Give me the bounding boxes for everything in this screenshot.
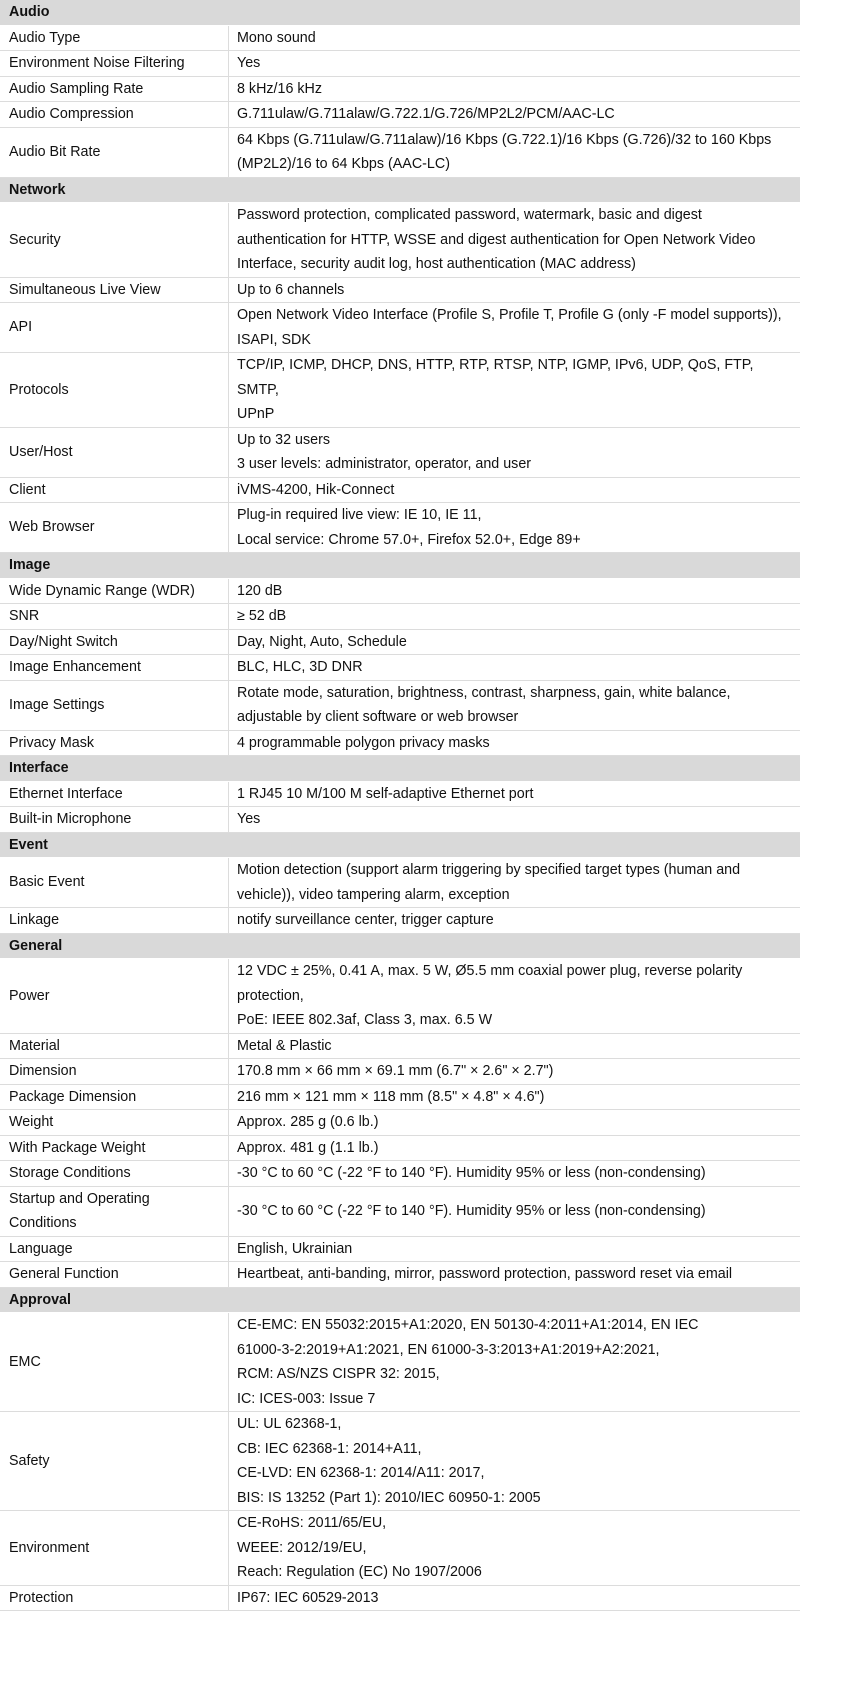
- spec-label: Environment: [0, 1511, 229, 1586]
- spec-value: [229, 1059, 801, 1085]
- spec-value: [229, 427, 801, 477]
- spec-row: [0, 807, 800, 833]
- spec-row: [0, 76, 800, 102]
- spec-value-line: PoE: IEEE 802.3af, Class 3, max. 6.5 W: [237, 1012, 493, 1028]
- spec-value: [229, 1412, 801, 1511]
- spec-value: [229, 76, 801, 102]
- spec-value-line: 64 Kbps (G.711ulaw/G.711alaw)/16 Kbps (G.722.1)/16 Kbps (G.726)/32 to 160 Kbps: [237, 131, 772, 148]
- spec-value: [229, 578, 801, 604]
- spec-value-line: 8 kHz/16 kHz: [237, 80, 323, 97]
- spec-value-line: CB: IEC 62368-1: 2014+A11,: [237, 1440, 422, 1457]
- section-header-interface: [0, 756, 800, 782]
- spec-value-line: BIS: IS 13252 (Part 1): 2010/IEC 60950-1: 2005: [237, 1489, 541, 1506]
- spec-label: Power: [0, 959, 229, 1034]
- spec-value-line: UL: UL 62368-1,: [237, 1416, 342, 1432]
- spec-value: [229, 959, 801, 1034]
- spec-value: [229, 1313, 801, 1412]
- spec-value: [229, 807, 801, 833]
- spec-row: [0, 1236, 800, 1262]
- spec-row: [0, 303, 800, 353]
- spec-value-line: English, Ukrainian: [237, 1240, 353, 1257]
- spec-value: [229, 1262, 801, 1288]
- spec-value: [229, 477, 801, 503]
- spec-label: Audio Type: [0, 25, 229, 51]
- spec-row: [0, 1585, 800, 1611]
- spec-value: [229, 203, 801, 278]
- spec-label: Audio Compression: [0, 102, 229, 128]
- spec-label: Audio Sampling Rate: [0, 76, 229, 102]
- spec-label: General Function: [0, 1262, 229, 1288]
- spec-row: [0, 51, 800, 77]
- spec-value: [229, 277, 801, 303]
- spec-label: Audio Bit Rate: [0, 127, 229, 177]
- spec-row: [0, 1161, 800, 1187]
- spec-value-line: 61000-3-2:2019+A1:2021, EN 61000-3-3:2013+A1:2019+A2:2021,: [237, 1341, 660, 1358]
- spec-label: SNR: [0, 604, 229, 630]
- section-header-image: [0, 553, 800, 579]
- spec-value: [229, 303, 801, 353]
- spec-value-line: Plug-in required live view: IE 10, IE 11,: [237, 507, 482, 523]
- spec-value-line: Password protection, complicated password, watermark, basic and digest: [237, 207, 702, 223]
- spec-row: [0, 629, 800, 655]
- spec-value-line: adjustable by client software or web browser: [237, 709, 519, 725]
- spec-value: [229, 1236, 801, 1262]
- section-header-general: [0, 933, 800, 959]
- spec-value: [229, 629, 801, 655]
- spec-value-line: Heartbeat, anti-banding, mirror, password protection, password reset via email: [237, 1266, 733, 1282]
- spec-label: Wide Dynamic Range (WDR): [0, 578, 229, 604]
- spec-row: [0, 655, 800, 681]
- spec-label: Web Browser: [0, 503, 229, 553]
- spec-value: [229, 503, 801, 553]
- spec-label: With Package Weight: [0, 1135, 229, 1161]
- section-header-approval: [0, 1287, 800, 1313]
- spec-value: [229, 908, 801, 934]
- spec-value: [229, 680, 801, 730]
- spec-row: [0, 1412, 800, 1511]
- spec-row: [0, 578, 800, 604]
- spec-label: Language: [0, 1236, 229, 1262]
- spec-value-line: CE-LVD: EN 62368-1: 2014/A11: 2017,: [237, 1465, 485, 1481]
- spec-row: [0, 604, 800, 630]
- spec-row: [0, 1511, 800, 1586]
- spec-value: [229, 1186, 801, 1236]
- spec-label: Image Settings: [0, 680, 229, 730]
- spec-value: [229, 353, 801, 428]
- spec-row: [0, 1084, 800, 1110]
- spec-label: Linkage: [0, 908, 229, 934]
- spec-label: Day/Night Switch: [0, 629, 229, 655]
- spec-label: Storage Conditions: [0, 1161, 229, 1187]
- section-title: Network: [0, 177, 800, 203]
- spec-label: Material: [0, 1033, 229, 1059]
- spec-value: [229, 51, 801, 77]
- spec-row: [0, 858, 800, 908]
- spec-value-line: Local service: Chrome 57.0+, Firefox 52.0+, Edge 89+: [237, 531, 581, 548]
- spec-row: [0, 1135, 800, 1161]
- section-title: Image: [0, 553, 800, 579]
- spec-value-line: WEEE: 2012/19/EU,: [237, 1539, 367, 1556]
- spec-value-line: notify surveillance center, trigger capture: [237, 912, 494, 928]
- section-title: Approval: [0, 1287, 800, 1313]
- spec-value-line: BLC, HLC, 3D DNR: [237, 659, 363, 675]
- spec-value: [229, 1084, 801, 1110]
- spec-row: [0, 477, 800, 503]
- spec-row: [0, 203, 800, 278]
- section-header-event: [0, 832, 800, 858]
- spec-row: [0, 1186, 800, 1236]
- spec-value-line: Approx. 285 g (0.6 lb.): [237, 1114, 379, 1130]
- spec-label: Dimension: [0, 1059, 229, 1085]
- spec-value: [229, 781, 801, 807]
- spec-value-line: Mono sound: [237, 29, 316, 46]
- spec-label: EMC: [0, 1313, 229, 1412]
- spec-value: [229, 1110, 801, 1136]
- spec-value-line: 120 dB: [237, 582, 283, 599]
- spec-value: [229, 655, 801, 681]
- spec-value-line: TCP/IP, ICMP, DHCP, DNS, HTTP, RTP, RTSP, NTP, IGMP, IPv6, UDP, QoS, FTP, SMTP,: [237, 357, 754, 398]
- spec-label: Startup and Operating Conditions: [0, 1186, 229, 1236]
- spec-value: [229, 730, 801, 756]
- spec-label: Environment Noise Filtering: [0, 51, 229, 77]
- spec-value-line: G.711ulaw/G.711alaw/G.722.1/G.726/MP2L2/PCM/AAC-LC: [237, 106, 615, 122]
- spec-row: [0, 25, 800, 51]
- spec-row: [0, 353, 800, 428]
- section-header-audio: [0, 0, 800, 25]
- spec-row: [0, 503, 800, 553]
- spec-row: [0, 427, 800, 477]
- section-title: General: [0, 933, 800, 959]
- spec-value: [229, 1033, 801, 1059]
- spec-label: Weight: [0, 1110, 229, 1136]
- spec-label: Built-in Microphone: [0, 807, 229, 833]
- spec-value: [229, 1135, 801, 1161]
- spec-value-line: iVMS-4200, Hik-Connect: [237, 481, 395, 498]
- spec-value-line: Open Network Video Interface (Profile S, Profile T, Profile G (only -F model supports)),: [237, 307, 782, 323]
- spec-value-line: Yes: [237, 811, 261, 827]
- spec-value: [229, 1585, 801, 1611]
- spec-label: Simultaneous Live View: [0, 277, 229, 303]
- spec-row: [0, 908, 800, 934]
- spec-value-line: Approx. 481 g (1.1 lb.): [237, 1139, 379, 1156]
- section-title: Event: [0, 832, 800, 858]
- spec-value-line: Metal & Plastic: [237, 1037, 332, 1054]
- spec-row: [0, 781, 800, 807]
- spec-value-line: (MP2L2)/16 to 64 Kbps (AAC-LC): [237, 156, 450, 172]
- spec-value: [229, 127, 801, 177]
- spec-row: [0, 1262, 800, 1288]
- section-title: Interface: [0, 756, 800, 782]
- spec-value: [229, 604, 801, 630]
- spec-value-line: UPnP: [237, 406, 275, 422]
- spec-value: [229, 1511, 801, 1586]
- spec-row: [0, 127, 800, 177]
- spec-value-line: protection,: [237, 987, 304, 1004]
- spec-label: API: [0, 303, 229, 353]
- spec-value-line: Up to 6 channels: [237, 281, 345, 298]
- spec-row: [0, 1313, 800, 1412]
- spec-value-line: Up to 32 users: [237, 431, 330, 448]
- section-header-network: [0, 177, 800, 203]
- spec-value-line: 1 RJ45 10 M/100 M self-adaptive Ethernet port: [237, 785, 534, 802]
- spec-row: [0, 102, 800, 128]
- spec-value-line: 3 user levels: administrator, operator, and user: [237, 456, 532, 472]
- spec-value-line: ISAPI, SDK: [237, 331, 311, 348]
- spec-value-line: -30 °C to 60 °C (-22 °F to 140 °F). Humidity 95% or less (non-condensing): [237, 1165, 706, 1181]
- spec-value-line: 170.8 mm × 66 mm × 69.1 mm (6.7" × 2.6" × 2.7"): [237, 1063, 554, 1079]
- spec-value-line: Interface, security audit log, host authentication (MAC address): [237, 256, 636, 272]
- spec-row: [0, 1059, 800, 1085]
- spec-value-line: 4 programmable polygon privacy masks: [237, 734, 490, 751]
- spec-value: [229, 858, 801, 908]
- spec-value-line: Motion detection (support alarm triggering by specified target types (human and: [237, 862, 741, 878]
- spec-value-line: Rotate mode, saturation, brightness, contrast, sharpness, gain, white balance,: [237, 684, 731, 701]
- spec-row: [0, 1033, 800, 1059]
- spec-row: [0, 680, 800, 730]
- spec-label: Privacy Mask: [0, 730, 229, 756]
- spec-value-line: IP67: IEC 60529-2013: [237, 1589, 379, 1606]
- spec-value-line: CE-RoHS: 2011/65/EU,: [237, 1515, 387, 1531]
- spec-value-line: Day, Night, Auto, Schedule: [237, 633, 407, 650]
- spec-value-line: 216 mm × 121 mm × 118 mm (8.5" × 4.8" × 4.6"): [237, 1088, 545, 1105]
- spec-value: [229, 1161, 801, 1187]
- spec-label: Safety: [0, 1412, 229, 1511]
- spec-value-line: CE-EMC: EN 55032:2015+A1:2020, EN 50130-4:2011+A1:2014, EN IEC: [237, 1317, 699, 1333]
- spec-value-line: vehicle)), video tampering alarm, exception: [237, 886, 510, 903]
- spec-label: Package Dimension: [0, 1084, 229, 1110]
- spec-label: User/Host: [0, 427, 229, 477]
- spec-value-line: RCM: AS/NZS CISPR 32: 2015,: [237, 1366, 440, 1382]
- spec-value-line: Reach: Regulation (EC) No 1907/2006: [237, 1564, 482, 1580]
- spec-value-line: ≥ 52 dB: [237, 608, 287, 624]
- spec-label: Protection: [0, 1585, 229, 1611]
- spec-value-line: IC: ICES-003: Issue 7: [237, 1390, 376, 1407]
- spec-value-line: Yes: [237, 55, 261, 71]
- spec-label: Image Enhancement: [0, 655, 229, 681]
- spec-value: [229, 102, 801, 128]
- spec-label: Ethernet Interface: [0, 781, 229, 807]
- spec-label: Security: [0, 203, 229, 278]
- spec-row: [0, 959, 800, 1034]
- spec-row: [0, 730, 800, 756]
- section-title: Audio: [0, 0, 800, 25]
- spec-row: [0, 277, 800, 303]
- spec-row: [0, 1110, 800, 1136]
- spec-value: [229, 25, 801, 51]
- spec-value-line: authentication for HTTP, WSSE and digest authentication for Open Network Video: [237, 231, 756, 248]
- spec-value-line: -30 °C to 60 °C (-22 °F to 140 °F). Humidity 95% or less (non-condensing): [237, 1202, 706, 1219]
- spec-label: Protocols: [0, 353, 229, 428]
- spec-value-line: 12 VDC ± 25%, 0.41 A, max. 5 W, Ø5.5 mm coaxial power plug, reverse polarity: [237, 963, 743, 979]
- spec-label: Client: [0, 477, 229, 503]
- spec-label: Basic Event: [0, 858, 229, 908]
